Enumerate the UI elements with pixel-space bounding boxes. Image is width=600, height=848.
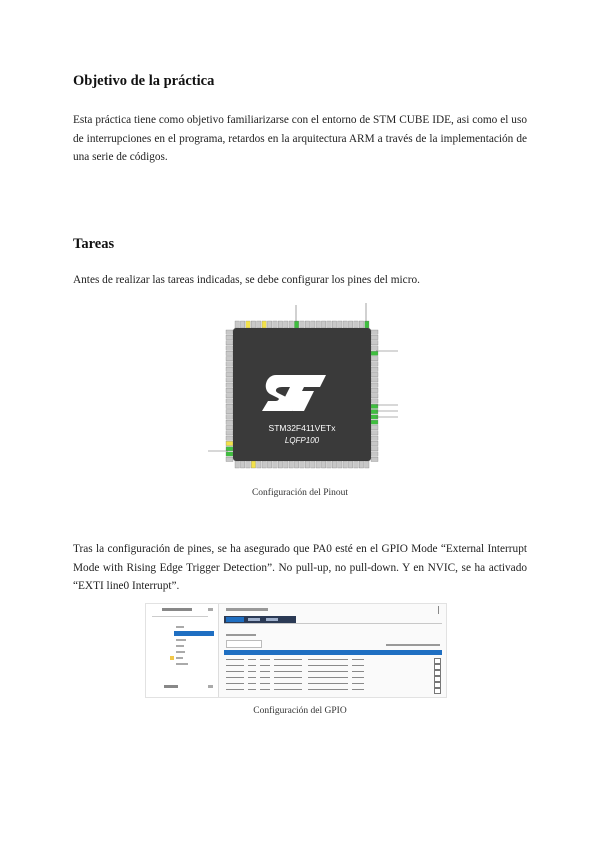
chip-pin <box>226 341 233 345</box>
chip-pin <box>226 362 233 366</box>
chip-pin <box>359 321 363 328</box>
chip-pin <box>278 461 282 468</box>
chip-pin <box>365 461 369 468</box>
chip-pin <box>371 410 378 414</box>
chip-pin <box>226 394 233 398</box>
table-row[interactable] <box>224 669 442 674</box>
chip-pin <box>284 461 288 468</box>
chip-package-label: LQFP100 <box>284 436 320 445</box>
chip-pin <box>338 461 342 468</box>
pinout-diagram <box>198 300 408 480</box>
chip-pin <box>311 321 315 328</box>
chip-pin <box>240 321 244 328</box>
chip-right-pins <box>371 330 378 462</box>
gpio-table-header <box>224 650 442 655</box>
chip-pin <box>354 321 358 328</box>
chip-pin <box>251 321 255 328</box>
chip-pin <box>273 321 277 328</box>
chip-pin <box>267 461 271 468</box>
chip-pin <box>371 457 378 461</box>
table-row[interactable] <box>224 687 442 692</box>
heading-tareas: Tareas <box>73 236 115 252</box>
chip-pin <box>284 321 288 328</box>
chip-pin <box>226 436 233 440</box>
chip-pin <box>371 372 378 376</box>
chip-pin <box>332 321 336 328</box>
chip-pin <box>294 461 298 468</box>
chip-pin <box>262 461 266 468</box>
paragraph-tareas-intro: Antes de realizar las tareas indicadas, se debe configurar los pines del micro. <box>73 274 420 286</box>
chip-pin <box>371 399 378 403</box>
chip-pin <box>327 321 331 328</box>
chip-pin <box>226 330 233 334</box>
chip-pin <box>371 351 378 355</box>
ide-config-panel <box>220 604 446 697</box>
chip-pin <box>348 321 352 328</box>
chip-pin <box>371 378 378 382</box>
table-row[interactable] <box>224 657 442 662</box>
chip-pin <box>371 431 378 435</box>
chip-pin <box>226 420 233 424</box>
chip-pin <box>343 321 347 328</box>
chip-pin <box>267 321 271 328</box>
chip-pin <box>371 346 378 350</box>
chip-pin <box>226 388 233 392</box>
chip-pin <box>257 461 261 468</box>
chip-pin <box>226 431 233 435</box>
chip-pin <box>226 346 233 350</box>
chip-pin <box>365 321 369 328</box>
chip-pin <box>226 383 233 387</box>
chip-pin <box>305 321 309 328</box>
caption-gpio: Configuración del GPIO <box>253 706 347 716</box>
chip-top-pins <box>235 321 369 328</box>
chip-pin <box>371 362 378 366</box>
chip-pin <box>371 452 378 456</box>
chip-pin <box>327 461 331 468</box>
chip-pin <box>251 461 255 468</box>
warning-icon <box>170 656 174 660</box>
chip-pin <box>371 330 378 334</box>
chip-pin <box>226 335 233 339</box>
chip-pin <box>371 383 378 387</box>
chip-pin <box>246 461 250 468</box>
chip-pin <box>226 404 233 408</box>
ide-search-box[interactable] <box>226 640 262 648</box>
chip-pin <box>343 461 347 468</box>
chip-pin <box>278 321 282 328</box>
chip-pin <box>235 321 239 328</box>
chip-pin <box>371 341 378 345</box>
chip-pin <box>354 461 358 468</box>
ide-tab-bar <box>224 616 296 623</box>
chip-pin <box>226 452 233 456</box>
table-row[interactable] <box>224 681 442 686</box>
chip-pin <box>371 447 378 451</box>
chip-pin <box>294 321 298 328</box>
chip-pin <box>226 415 233 419</box>
chip-pin <box>226 457 233 461</box>
chip-pin <box>226 425 233 429</box>
chip-pin <box>300 461 304 468</box>
chip-pin <box>371 441 378 445</box>
chip-pin <box>226 447 233 451</box>
chip-pin <box>240 461 244 468</box>
chip-pin <box>289 461 293 468</box>
chip-pin <box>338 321 342 328</box>
chip-pin <box>226 399 233 403</box>
chip-pin <box>262 321 266 328</box>
table-row[interactable] <box>224 663 442 668</box>
ide-selected-item[interactable] <box>174 631 214 636</box>
chip-pin <box>226 367 233 371</box>
chip-pin <box>226 372 233 376</box>
chip-pin <box>371 335 378 339</box>
chip-pin <box>226 357 233 361</box>
chip-pin <box>273 461 277 468</box>
chip-pin <box>300 321 304 328</box>
paragraph-gpio: Tras la configuración de pines, se ha asegurado que PA0 esté en el GPIO Mode “External Interrupt Mode with Rising Edge Trigger Detection”. No pull-up, no pull-down. Y en NVIC, se ha activado “EXTI line0 Interrupt”. <box>73 543 527 593</box>
chip-pin <box>226 441 233 445</box>
chip-pin <box>246 321 250 328</box>
chip-pin <box>359 461 363 468</box>
chip-pin <box>371 357 378 361</box>
chip-pin <box>371 420 378 424</box>
chip-pin <box>226 410 233 414</box>
chip-pin <box>371 425 378 429</box>
chip-pin <box>316 461 320 468</box>
gpio-config-screenshot <box>145 603 447 698</box>
ide-tab-active[interactable] <box>226 617 244 622</box>
caption-pinout: Configuración del Pinout <box>251 488 349 498</box>
heading-objetivo: Objetivo de la práctica <box>73 73 215 89</box>
chip-pin <box>289 321 293 328</box>
chip-pin <box>321 321 325 328</box>
chip-pin <box>235 461 239 468</box>
chip-pin <box>348 461 352 468</box>
chip-pin <box>371 367 378 371</box>
chip-pin <box>321 461 325 468</box>
pinout-figure <box>198 300 408 480</box>
chip-pin <box>371 394 378 398</box>
chip-left-pins <box>226 330 233 462</box>
chip-pin <box>332 461 336 468</box>
chip-pin <box>257 321 261 328</box>
chip-bottom-pins <box>235 461 369 468</box>
chip-pin <box>371 388 378 392</box>
table-row[interactable] <box>224 675 442 680</box>
ide-category-panel <box>146 604 219 697</box>
chip-pin <box>226 378 233 382</box>
chip-model-label: STM32F411VETx <box>268 423 336 433</box>
gpio-table <box>224 650 442 694</box>
chip-pin <box>305 461 309 468</box>
paragraph-objetivo: Esta práctica tiene como objetivo familiarizarse con el entorno de STM CUBE IDE, asi como el uso de interrupciones en el programa, retardos en la arquitectura ARM a través de la implementación de una serie de códigos. <box>73 114 527 164</box>
chip-pin <box>311 461 315 468</box>
chip-pin <box>316 321 320 328</box>
chip-pin <box>371 436 378 440</box>
chip-pin <box>226 351 233 355</box>
